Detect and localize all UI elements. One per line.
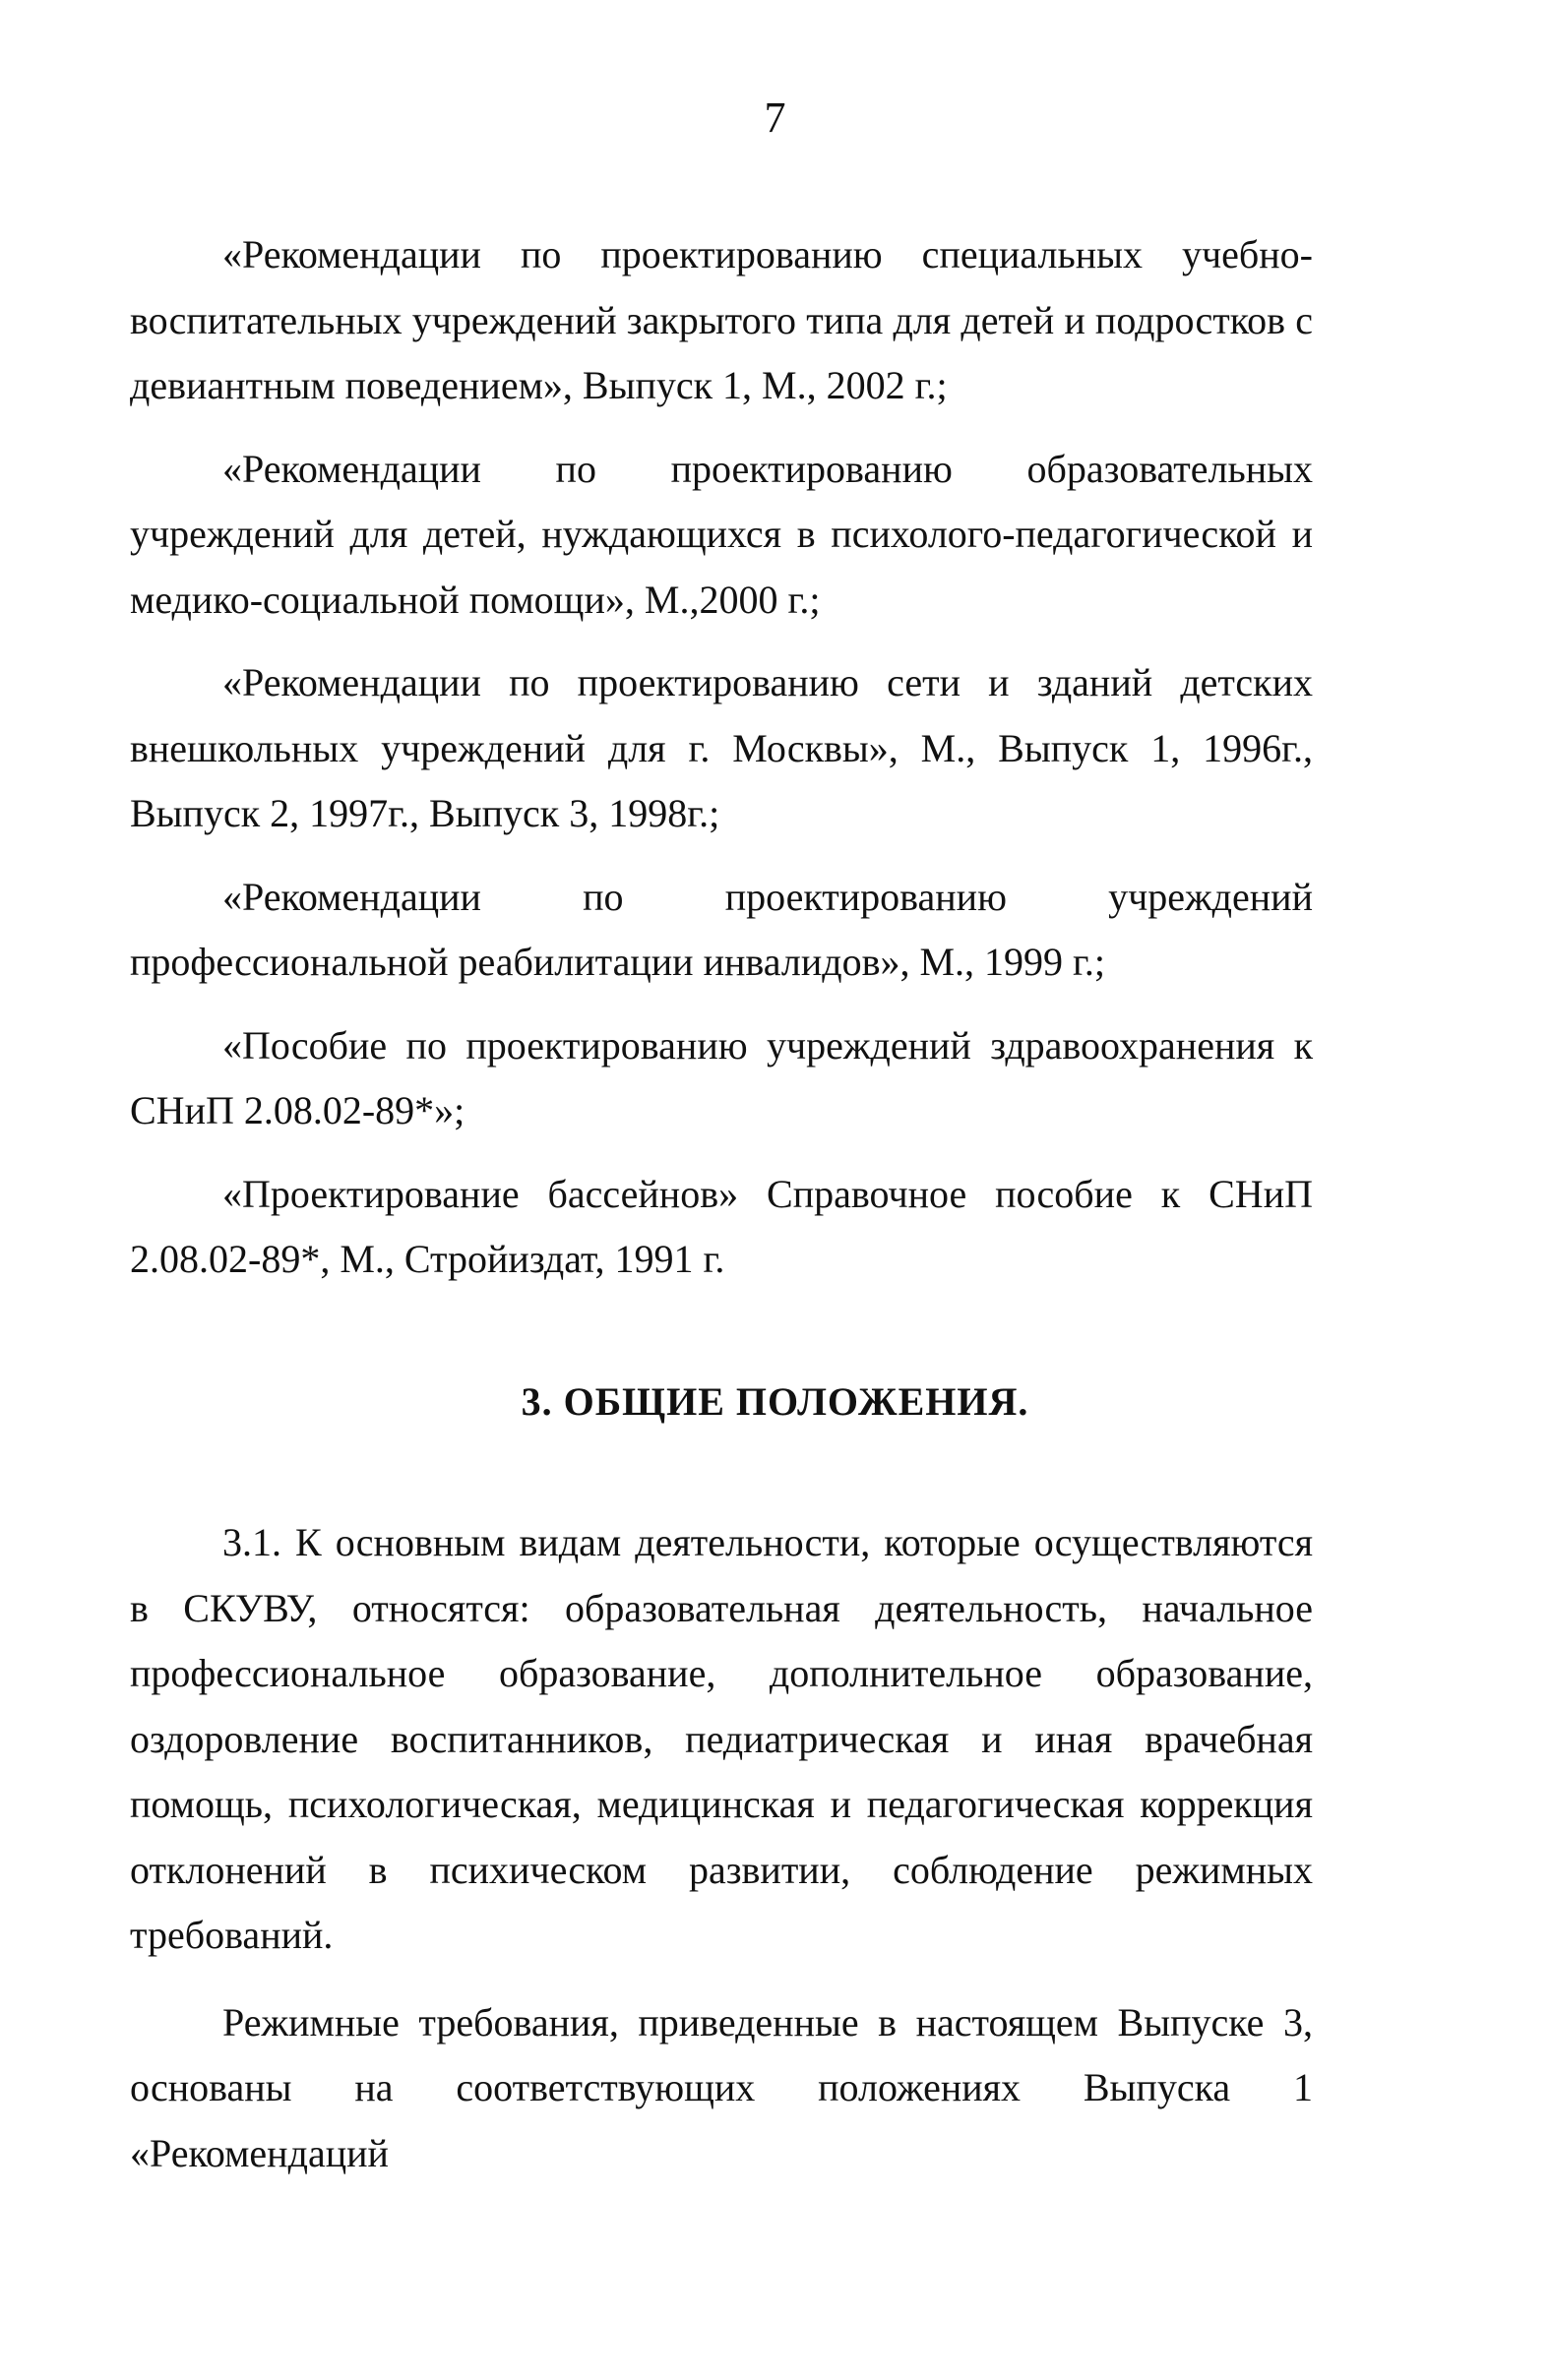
reference-item: «Пособие по проектированию учреждений здравоохранения к СНиП 2.08.02-89*»; — [130, 1022, 1313, 1132]
reference-item: «Рекомендации по проектированию сети и зданий детских внешкольных учреждений для г. Москвы», М., Выпуск 1, 1996г., Выпуск 2, 1997г., Выпуск 3, 1998г.; — [130, 660, 1313, 835]
page-number: 7 — [764, 93, 786, 142]
section-paragraph: 3.1. К основным видам деятельности, которые осуществляются в СКУВУ, относятся: образовательная деятельность, начальное профессиональное образование, дополнительное образование, оздоровление воспитанников, педиатрическая и иная врачебная помощь, психологическая, медицинская и педагогическая коррекция отклонений в психическом развитии, соблюдение режимных требований. — [130, 1520, 1313, 1957]
section-body — [130, 1510, 1313, 2208]
reference-item: «Рекомендации по проектированию образовательных учреждений для детей, нуждающихся в психолого-педагогической и медико-социальной помощи», М.,2000 г.; — [130, 446, 1313, 622]
section-heading: 3. ОБЩИЕ ПОЛОЖЕНИЯ. — [521, 1379, 1029, 1424]
reference-item: «Рекомендации по проектированию специальных учебно-воспитательных учреждений закрытого типа для детей и подростков с девиантным поведением», Выпуск 1, М., 2002 г.; — [130, 232, 1313, 407]
references-list — [130, 222, 1313, 1311]
section-paragraph: Режимные требования, приведенные в настоящем Выпуске 3, основаны на соответствующих положениях Выпуска 1 «Рекомендаций — [130, 1999, 1313, 2175]
reference-item: «Рекомендации по проектированию учреждений профессиональной реабилитации инвалидов», М., 1999 г.; — [130, 874, 1313, 984]
reference-item: «Проектирование бассейнов» Справочное пособие к СНиП 2.08.02-89*, М., Стройиздат, 1991 г. — [130, 1171, 1313, 1281]
